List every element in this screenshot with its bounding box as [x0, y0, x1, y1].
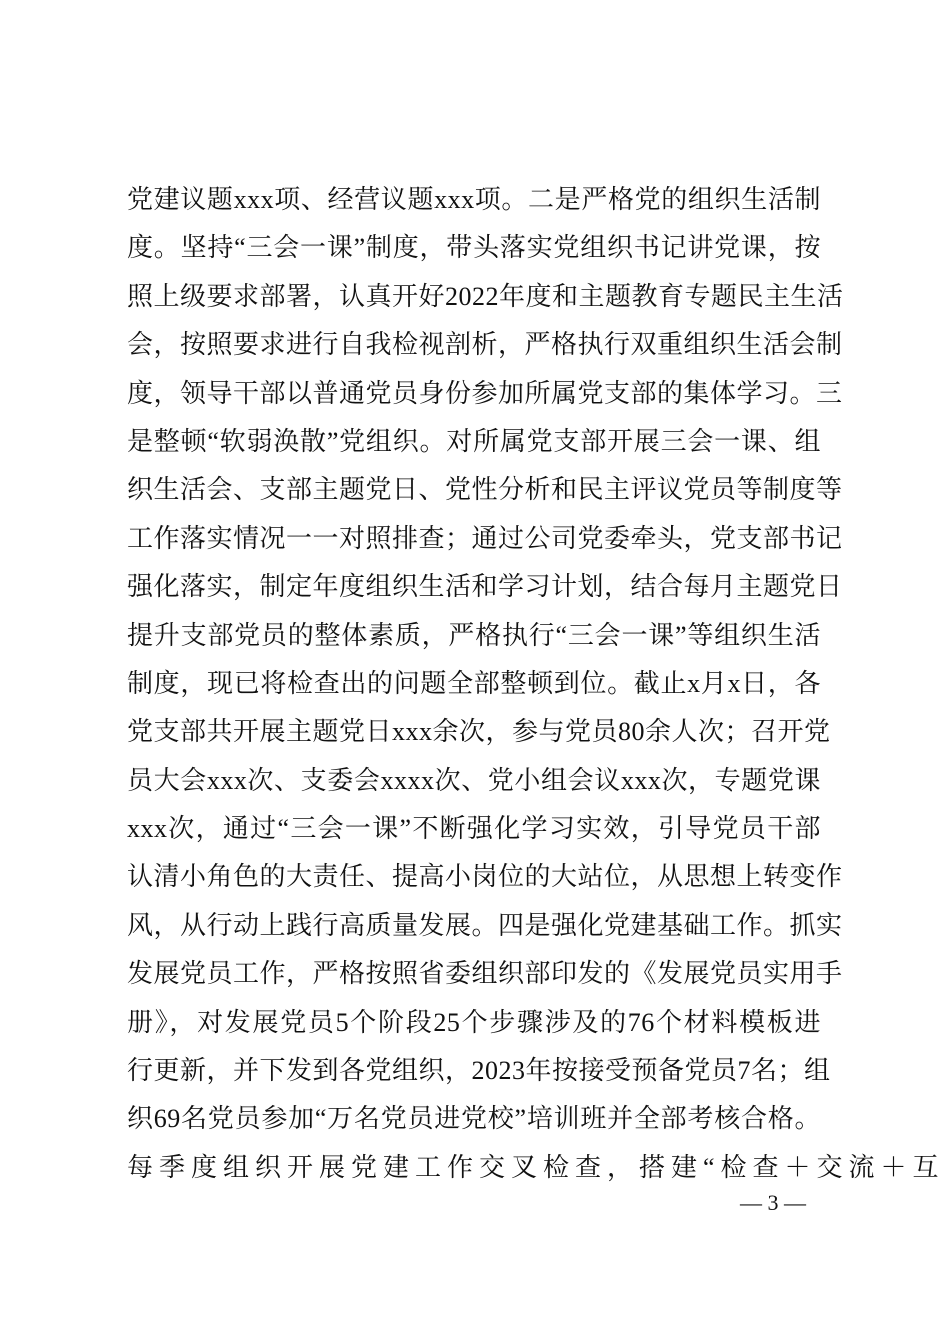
paragraph-line: 党支部共开展主题党日xxx余次，参与党员80余人次；召开党 [127, 717, 831, 747]
paragraph-line: 提升支部党员的整体素质，严格执行“三会一课”等组织生活 [127, 620, 821, 650]
paragraph-line: 风，从行动上践行高质量发展。四是强化党建基础工作。抓实 [127, 910, 843, 940]
paragraph-line: 党建议题xxx项、经营议题xxx项。二是严格党的组织生活制 [127, 185, 821, 214]
paragraph-line: 册》，对发展党员5个阶段25个步骤涉及的76个材料模板进 [127, 1007, 821, 1037]
paragraph-line: xxx次，通过“三会一课”不断强化学习实效，引导党员干部 [127, 814, 821, 844]
paragraph-line: 发展党员工作，严格按照省委组织部印发的《发展党员实用手 [127, 959, 843, 989]
paragraph-line: 制度，现已将检查出的问题全部整顿到位。截止x月x日，各 [127, 668, 821, 698]
body-text [127, 176, 945, 1192]
paragraph-line: 是整顿“软弱涣散”党组织。对所属党支部开展三会一课、组 [127, 426, 821, 456]
paragraph-line: 工作落实情况一一对照排查；通过公司党委牵头，党支部书记 [127, 523, 843, 553]
page-number: — 3 — [740, 1190, 806, 1215]
paragraph-line: 度，领导干部以普通党员身份参加所属党支部的集体学习。三 [127, 378, 843, 408]
paragraph-line: 每季度组织开展党建工作交叉检查，搭建“检查＋交流＋互 [127, 1152, 945, 1182]
paragraph-line: 会，按照要求进行自我检视剖析，严格执行双重组织生活会制 [127, 330, 843, 360]
paragraph-line: 度。坚持“三会一课”制度，带头落实党组织书记讲党课，按 [127, 233, 821, 263]
paragraph-line: 强化落实，制定年度组织生活和学习计划，结合每月主题党日 [127, 572, 843, 602]
paragraph-line: 织69名党员参加“万名党员进党校”培训班并全部考核合格。 [127, 1104, 821, 1134]
paragraph-line: 员大会xxx次、支委会xxxx次、党小组会议xxx次，专题党课 [127, 765, 821, 795]
paragraph-line: 照上级要求部署，认真开好2022年度和主题教育专题民主生活 [127, 281, 844, 311]
paragraph-line: 认清小角色的大责任、提高小岗位的大站位，从思想上转变作 [127, 862, 843, 892]
paragraph-line: 织生活会、支部主题党日、党性分析和民主评议党员等制度等 [127, 475, 843, 505]
paragraph-line: 行更新，并下发到各党组织，2023年按接受预备党员7名；组 [127, 1056, 831, 1086]
